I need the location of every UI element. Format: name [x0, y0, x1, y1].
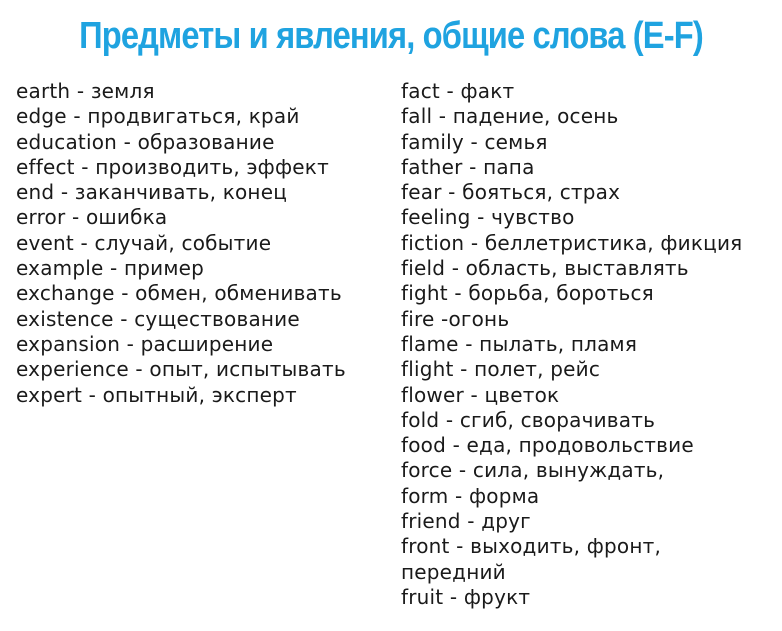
list-item: error - ошибка — [16, 205, 168, 230]
list-item: fold - сгиб, сворачивать — [401, 407, 656, 432]
list-item: flower - цветок — [401, 382, 560, 407]
list-item: front - выходить, фронт, передний — [401, 534, 662, 584]
list-item: fact - факт — [401, 79, 515, 103]
list-item: form - форма — [401, 483, 540, 508]
list-item: earth - земля — [16, 79, 155, 103]
list-item: food - еда, продовольствие — [401, 433, 694, 458]
left-word-list — [16, 79, 396, 408]
list-item: fight - борьба, бороться — [401, 281, 654, 306]
list-item: example - пример — [16, 256, 205, 281]
list-item: fall - падение, осень — [401, 104, 619, 129]
list-item: experience - опыт, испытывать — [16, 357, 346, 382]
list-item: expert - опытный, эксперт — [16, 382, 297, 407]
list-item: fruit - фрукт — [401, 584, 531, 609]
list-item: fear - бояться, страх — [401, 180, 621, 205]
list-item: education - образование — [16, 129, 275, 154]
list-item: father - папа — [401, 154, 535, 179]
list-item: end - заканчивать, конец — [16, 180, 288, 205]
list-item: exchange - обмен, обменивать — [16, 281, 342, 306]
list-item: fire -огонь — [401, 306, 510, 331]
list-item: event - случай, событие — [16, 230, 272, 255]
list-item: existence - существование — [16, 306, 300, 331]
page-title: Предметы и явления, общие слова (E-F) — [79, 15, 703, 57]
list-item: edge - продвигаться, край — [16, 104, 300, 129]
right-word-list — [401, 79, 779, 610]
list-item: field - область, выставлять — [401, 256, 689, 281]
list-item: friend - друг — [401, 509, 531, 534]
list-item: flight - полет, рейс — [401, 357, 601, 382]
list-item: family - семья — [401, 129, 548, 154]
list-item: force - сила, вынуждать, — [401, 458, 665, 483]
list-item: feeling - чувство — [401, 205, 575, 230]
list-item: expansion - расширение — [16, 331, 274, 356]
list-item: flame - пылать, пламя — [401, 331, 638, 356]
list-item: fiction - беллетристика, фикция — [401, 230, 743, 255]
list-item: effect - производить, эффект — [16, 154, 329, 179]
